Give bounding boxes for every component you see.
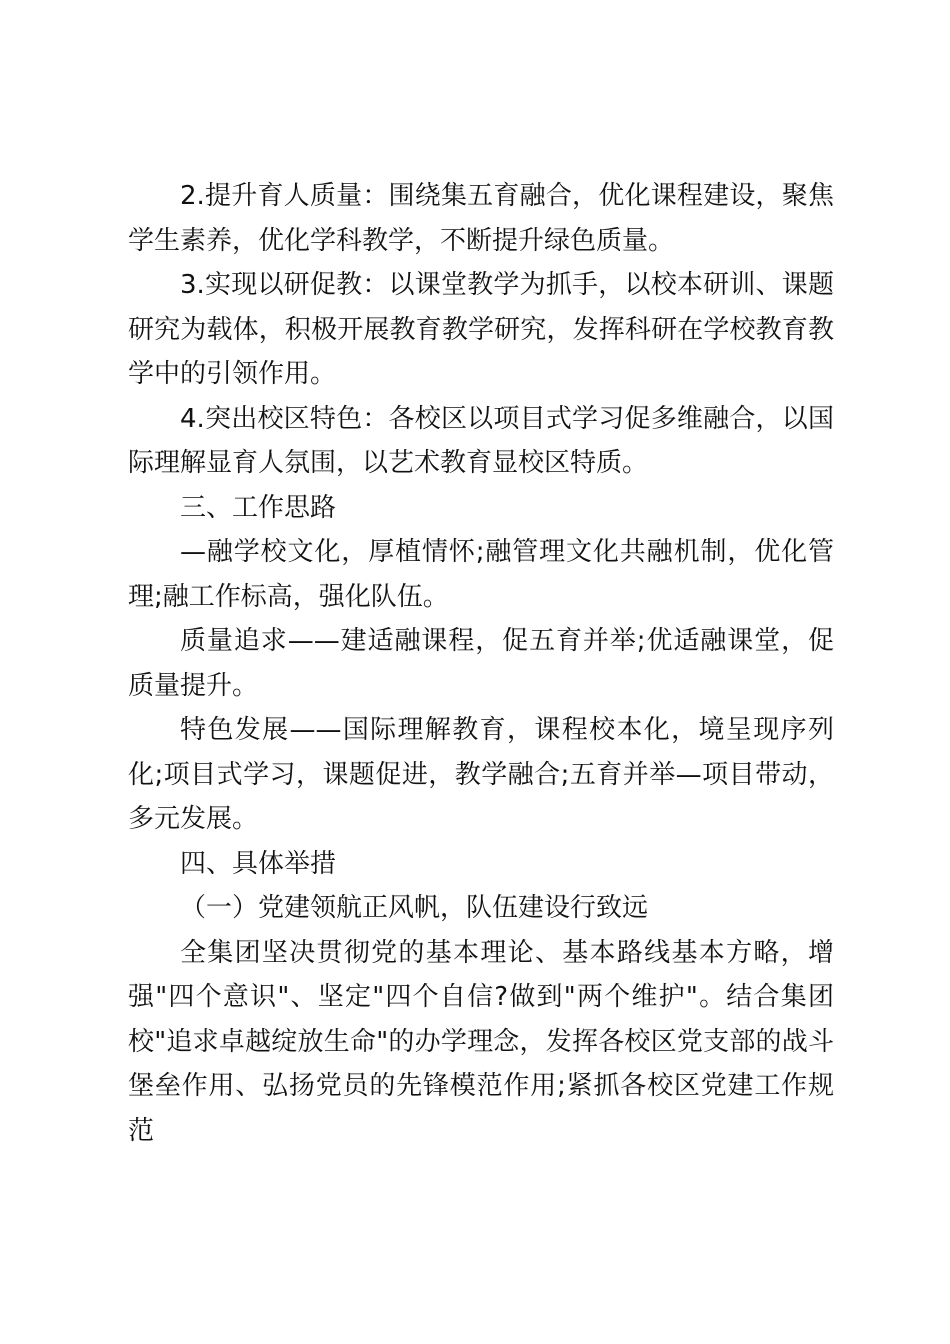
section-heading-work-ideas: 三、工作思路 [180, 492, 337, 523]
paragraph-quality: 质量追求——建适融课程，促五育并举;优适融课堂，促质量提升。 [128, 626, 834, 701]
section-heading-measures: 四、具体举措 [180, 848, 337, 879]
paragraph-features: 特色发展——国际理解教育，课程校本化，境呈现序列化;项目式学习，课题促进，教学融合;五育并举—项目带动，多元发展。 [128, 715, 834, 834]
document-body [128, 174, 834, 1153]
paragraph-culture: —融学校文化，厚植情怀;融管理文化共融机制，优化管理;融工作标高，强化队伍。 [128, 537, 834, 612]
paragraph-goal-2: 2.提升育人质量：围绕集五育融合，优化课程建设，聚焦学生素养，优化学科教学，不断提升绿色质量。 [128, 181, 834, 256]
paragraph-goal-3: 3.实现以研促教：以课堂教学为抓手，以校本研训、课题研究为载体，积极开展教育教学研究，发挥科研在学校教育教学中的引领作用。 [128, 270, 834, 389]
paragraph-goal-4: 4.突出校区特色：各校区以项目式学习促多维融合，以国际理解显育人氛围，以艺术教育显校区特质。 [128, 403, 834, 478]
paragraph-party-building: 全集团坚决贯彻党的基本理论、基本路线基本方略，增强"四个意识"、坚定"四个自信?做到"两个维护"。结合集团校"追求卓越绽放生命"的办学理念，发挥各校区党支部的战斗堡垒作用、弘扬党员的先锋模范作用;紧抓各校区党建工作规范 [128, 937, 834, 1146]
subsection-heading-party-building: （一）党建领航正风帆，队伍建设行致远 [180, 893, 649, 923]
